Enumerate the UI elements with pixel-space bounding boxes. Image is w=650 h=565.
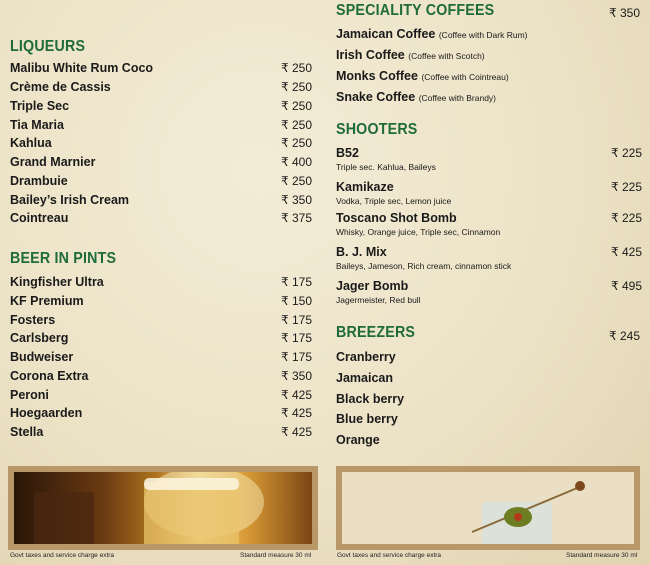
item-name: Grand Marnier (10, 155, 96, 169)
item-name: Black berry (336, 392, 405, 406)
item-name: Toscano Shot Bomb (336, 211, 457, 225)
menu-item (10, 136, 318, 154)
menu-item (10, 174, 318, 192)
menu-item (336, 211, 642, 241)
shooter-photo (336, 466, 640, 550)
menu-item (10, 118, 318, 136)
beer-photo (8, 466, 318, 550)
beer-heading: BEER IN PINTS (10, 250, 117, 267)
menu-item (10, 388, 318, 406)
item-name: Kahlua (10, 136, 52, 150)
item-name: Drambuie (10, 174, 68, 188)
item-desc: Whisky, Orange juice, Triple sec, Cinnamon (336, 227, 501, 237)
item-name: Cointreau (10, 211, 69, 225)
menu-item (10, 80, 318, 98)
item-name: Blue berry (336, 412, 398, 426)
item-desc: Jagermeister, Red bull (336, 295, 421, 305)
item-price: ₹ 425 (281, 388, 312, 402)
item-name: Fosters (10, 313, 56, 327)
item-name: B. J. Mix (336, 245, 387, 259)
item-price: ₹ 350 (281, 193, 312, 207)
item-note: (Coffee with Cointreau) (421, 72, 509, 82)
item-price: ₹ 400 (281, 155, 312, 169)
item-name: Carlsberg (10, 331, 69, 345)
menu-item (336, 27, 642, 45)
item-price: ₹ 225 (611, 211, 642, 225)
menu-item (336, 180, 642, 210)
item-price: ₹ 150 (281, 294, 312, 308)
item-note: (Coffee with Scotch) (408, 51, 485, 61)
menu-item (10, 275, 318, 293)
coffees-price: ₹ 350 (609, 6, 640, 20)
item-desc: Triple sec. Kahlua, Baileys (336, 162, 436, 172)
shooters-heading: SHOOTERS (336, 121, 418, 138)
item-name: Kamikaze (336, 180, 394, 194)
item-price: ₹ 175 (281, 350, 312, 364)
breezers-price: ₹ 245 (609, 329, 640, 343)
liqueurs-heading: LIQUEURS (10, 38, 86, 55)
item-name: Stella (10, 425, 44, 439)
item-note: (Coffee with Dark Rum) (438, 30, 528, 40)
footer-measure-right: Standard measure 30 ml (566, 552, 638, 559)
item-name: Corona Extra (10, 369, 89, 383)
item-desc: Vodka, Triple sec, Lemon juice (336, 196, 452, 206)
item-price: ₹ 250 (281, 61, 312, 75)
menu-item (336, 245, 642, 275)
menu-item (10, 369, 318, 387)
menu-item (10, 155, 318, 173)
item-name: Kingfisher Ultra (10, 275, 104, 289)
item-price: ₹ 175 (281, 275, 312, 289)
footer-measure-left: Standard measure 30 ml (240, 552, 312, 559)
item-name: Budweiser (10, 350, 74, 364)
menu-item (10, 313, 318, 331)
item-name: Bailey’s Irish Cream (10, 193, 130, 207)
item-price: ₹ 375 (281, 211, 312, 225)
coffees-heading: SPECIALITY COFFEES (336, 2, 495, 19)
item-price: ₹ 250 (281, 136, 312, 150)
olive-skewer-illustration (342, 472, 634, 544)
menu-item (10, 61, 318, 79)
menu-item (10, 99, 318, 117)
menu-item (336, 146, 642, 176)
item-price: ₹ 250 (281, 99, 312, 113)
item-name: KF Premium (10, 294, 84, 308)
item-note: (Coffee with Brandy) (418, 93, 497, 103)
menu-item (10, 350, 318, 368)
item-price: ₹ 425 (281, 406, 312, 420)
item-name: Jager Bomb (336, 279, 409, 293)
menu-item (10, 406, 318, 424)
menu-item (336, 412, 642, 430)
item-price: ₹ 250 (281, 174, 312, 188)
item-name: B52 (336, 146, 359, 160)
menu-item (10, 425, 318, 443)
item-name: Cranberry (336, 350, 396, 364)
menu-item (336, 279, 642, 309)
item-name: Monks Coffee (Coffee with Cointreau) (336, 69, 509, 83)
menu-item (336, 350, 642, 368)
menu-item (336, 69, 642, 87)
item-price: ₹ 350 (281, 369, 312, 383)
item-price: ₹ 250 (281, 80, 312, 94)
menu-item (336, 48, 642, 66)
item-price: ₹ 175 (281, 331, 312, 345)
item-name: Crème de Cassis (10, 80, 111, 94)
item-price: ₹ 425 (611, 245, 642, 259)
menu-item (336, 90, 642, 108)
item-price: ₹ 225 (611, 180, 642, 194)
menu-item (336, 371, 642, 389)
item-price: ₹ 175 (281, 313, 312, 327)
item-name: Jamaican Coffee (Coffee with Dark Rum) (336, 27, 528, 41)
item-name: Tia Maria (10, 118, 64, 132)
item-name: Snake Coffee (Coffee with Brandy) (336, 90, 497, 104)
item-price: ₹ 495 (611, 279, 642, 293)
item-name: Irish Coffee (Coffee with Scotch) (336, 48, 485, 62)
menu-item (10, 294, 318, 312)
item-name: Jamaican (336, 371, 393, 385)
breezers-heading: BREEZERS (336, 324, 416, 341)
item-name: Peroni (10, 388, 49, 402)
menu-item (10, 193, 318, 211)
menu-item (10, 331, 318, 349)
item-name: Triple Sec (10, 99, 70, 113)
beer-glass-illustration (14, 472, 312, 544)
footer-taxes-right: Govt taxes and service charge extra (337, 552, 442, 559)
menu-item (336, 433, 642, 451)
item-name: Malibu White Rum Coco (10, 61, 154, 75)
item-price: ₹ 250 (281, 118, 312, 132)
menu-item (10, 211, 318, 229)
item-price: ₹ 425 (281, 425, 312, 439)
item-desc: Baileys, Jameson, Rich cream, cinnamon stick (336, 261, 512, 271)
menu-item (336, 392, 642, 410)
item-name: Hoegaarden (10, 406, 83, 420)
item-price: ₹ 225 (611, 146, 642, 160)
item-name: Orange (336, 433, 380, 447)
footer-taxes-left: Govt taxes and service charge extra (10, 552, 115, 559)
